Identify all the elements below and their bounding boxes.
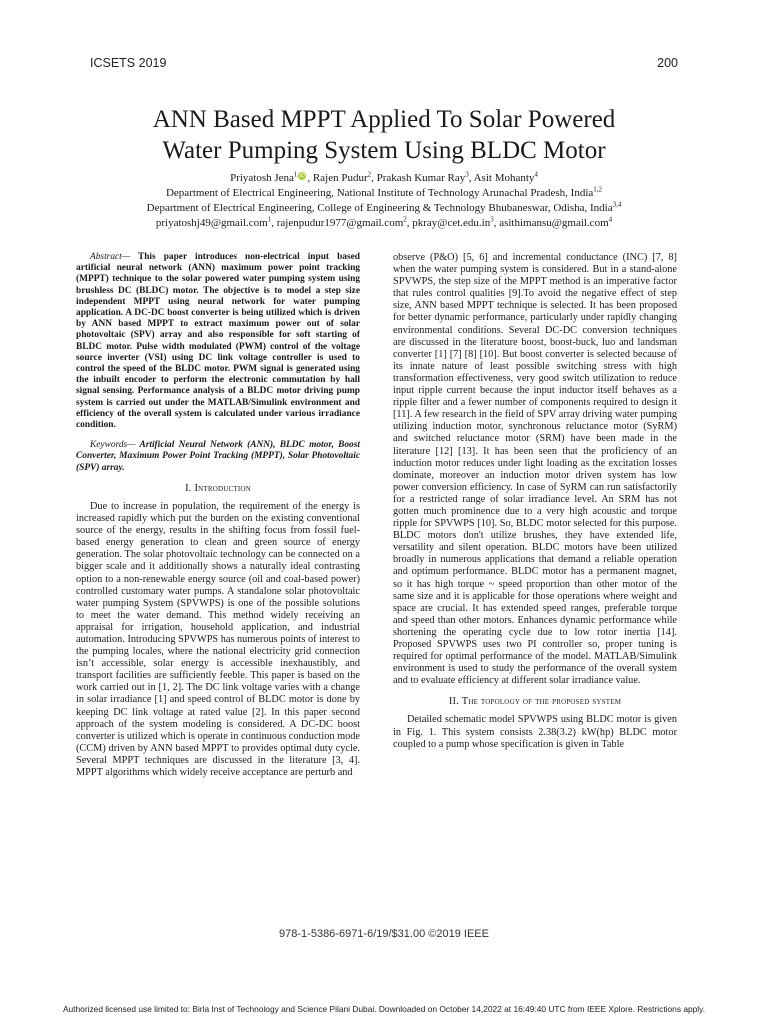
title-line-1: ANN Based MPPT Applied To Solar Powered: [152, 106, 616, 133]
author-block: [60, 171, 708, 231]
author-list: [60, 171, 708, 186]
section-2-heading: II. The topology of the proposed system: [448, 696, 622, 708]
author-1: Priyatosh Jena: [230, 172, 294, 184]
email-1-sup: 1: [267, 215, 272, 224]
keywords: [76, 440, 360, 474]
author-3-sup: 3: [465, 170, 469, 179]
author-2-sup: 2: [367, 170, 372, 179]
abstract: [76, 252, 360, 431]
affiliation-2: [60, 201, 708, 216]
conference-name: ICSETS 2019: [90, 56, 167, 70]
license-notice: Authorized licensed use limited to: Birla Inst of Technology and Science Pilani Dubai. Downloaded on October 14,2022 at 16:49:40 UTC from IEEE Xplore. Restrictions apply.: [62, 1004, 706, 1014]
email-4-sup: 4: [608, 215, 613, 224]
email-2[interactable]: , rajenpudur1977@gmail.com: [271, 217, 404, 229]
affiliation-1-sup: 1,2: [593, 185, 603, 194]
keywords-text: Artificial Neural Network (ANN), BLDC motor, Boost Converter, Maximum Power Point Tracking (MPPT), Solar Photovoltaic (SPV) array.: [76, 440, 360, 473]
abstract-text: This paper introduces non-electrical input based artificial neural network (ANN) maximum power point tracking (MPPT) technique to the solar powered water pumping system using brushless DC (BLDC) motor. The objective is to model a step size independent MPPT using neural network for water pumping application. A DC-DC boost converter is being utilized which is driven by ANN based MPPT to extract maximum power out of solar photovoltaic (SPV) array and also responsible for soft starting of BLDC motor. Pulse width modulated (PWM) control of the voltage source inverter (VSI) using DC link voltage controller is used to control the speed of the BLDC motor. PWM signal is generated using the inbuilt encoder to perform the electronic commutation by hall signal sensing. Performance analysis of a BLDC motor driving pump system is carried out under the MATLAB/Simulink environment and efficiency of the overall system is calculated under various irradiance condition.: [76, 252, 360, 431]
isbn-footer: 978-1-5386-6971-6/19/$31.00 ©2019 IEEE: [279, 928, 489, 940]
orcid-icon[interactable]: iD: [299, 173, 306, 179]
abstract-label: Abstract—: [90, 252, 131, 262]
section-2-paragraph: Detailed schematic model SPVWPS using BLDC motor is given in Fig. 1. This system consists 2.38(3.2) kW(hp) BLDC motor coupled to a pump whose specification is given in Table: [393, 714, 677, 750]
paper-title: [60, 104, 708, 166]
email-2-sup: 2: [403, 215, 407, 224]
email-3[interactable]: , pkray@cet.edu.in: [406, 217, 491, 229]
affiliation-2-text: Department of Electrical Engineering, College of Engineering & Technology Bhubaneswar, Odisha, India: [146, 202, 613, 214]
email-list: [60, 216, 708, 231]
email-1[interactable]: priyatoshj49@gmail.com: [155, 217, 268, 229]
section-1-heading: I. Introduction: [185, 482, 251, 494]
title-line-2: Water Pumping System Using BLDC Motor: [162, 137, 606, 164]
page-number: 200: [657, 56, 678, 70]
author-1-sup: 1: [293, 170, 298, 179]
email-4[interactable]: , asithimansu@gmail.com: [493, 217, 609, 229]
author-2: , Rajen Pudur: [307, 172, 368, 184]
email-3-sup: 3: [490, 215, 494, 224]
affiliation-1-text: Department of Electrical Engineering, National Institute of Technology Arunachal Pradesh, India: [165, 187, 594, 199]
right-column-paragraph: observe (P&O) [5, 6] and incremental conductance (INC) [7, 8] when the water pumping system is considered. But in a stand-alone SPVWPS, the step size of the MPPT method is an imperative factor that rules control qualities [9].To avoid the negative effect of step size, ANN based MPPT technique is selected. It has been proposed for better dynamic performance, particularly under rapidly changing environmental conditions. Several DC-DC conversion techniques are discussed in the literature boost, boost-buck, luo and landsman converter [1] [7] [8] [10]. But boost converter is selected because of its innate nature of least possible switching stress with high transformation effectiveness, very good switch utilization to reduce input ripple current because the input inductor itself behaves as a ripple filter and a fewer number of components required to design it [11]. A few research in the field of SPV array driving water pumping utilizing induction motor, synchronous reluctance motor (SyRM) and switched reluctance motor (SRM) have been made in the literature [12] [13]. It has been seen that the proficiency of an induction motor reduces under light loading as the excitation losses dominate, moreover an induction motor driven system has low power conversion efficiency. In case of SyRM can run satisfactorily for a restricted range of solar irradiance level. An SRM has not gotten much prominence due to a very high acoustic and torque ripple for SPVWPS [10]. So, BLDC motor selected for this purpose. BLDC motors don't utilize brushes, they have extended life, versatility and silent operation. BLDC motors have been utilized broadly in numerous applications that demand a reliable operation and optimum performance. BLDC motor has a permanent magnet, so it has high torque ~ speed proportion than other motor of the same size and it is applicable for those operations where weight and space are crucial. It has extended speed ranges, preferable torque and speed than other motors. Enhances dynamic performance while shortening the operating cycle due to low rotor inertia [14]. Proposed SPVWPS uses two PI controller so, proper tuning is required for optimal performance of the model. MATLAB/Simulink environment is used to study the performance of the overall system and to evaluate efficiency at different solar irradiance value.: [393, 252, 677, 687]
left-column: [76, 252, 360, 779]
author-3: , Prakash Kumar Ray: [371, 172, 466, 184]
author-4: , Asit Mohanty: [468, 172, 535, 184]
right-column: [393, 252, 677, 751]
affiliation-2-sup: 3,4: [612, 200, 622, 209]
affiliation-1: [60, 186, 708, 201]
introduction-paragraph: Due to increase in population, the requirement of the energy is increased rapidly which put the burden on the existing conventional source of the energy, results in the shifting focus from fossil fuel-based energy generation to clean and green source of energy generation. The solar photovoltaic technology can be connected on a bigger scale and it additionally shows a naturally ideal contrasting option to a non-renewable energy source (oil and coal-based power) controlled customary water pumps. A standalone solar photovoltaic water pumping System (SPVWPS) is one of the possible solutions to meet the water demand. This method widely receiving an appraisal for irrigation, household application, and industrial automation. Introducing SPVWPS has numerous points of interest to the pumping locales, where the national electricity grid connection isn’t accessible, solar energy is accessible inexhaustibly, and transport facilities are sufficiently feeble. This paper is based on the work carried out in [1, 2]. The DC link voltage varies with a change in solar irradiance [1] and speed control of BLDC motor is done by keeping DC link voltage at rated value [2]. In this paper second approach of the system modeling is considered. A DC-DC boost converter is utilized which is operate in continuous conduction mode (CCM) driven by ANN based MPPT to provides optimal duty cycle. Several MPPT techniques are discussed in the literature [3, 4]. MPPT algorithms which widely receive acceptance are perturb and: [76, 500, 360, 779]
keywords-label: Keywords—: [90, 440, 136, 451]
author-4-sup: 4: [534, 170, 538, 179]
